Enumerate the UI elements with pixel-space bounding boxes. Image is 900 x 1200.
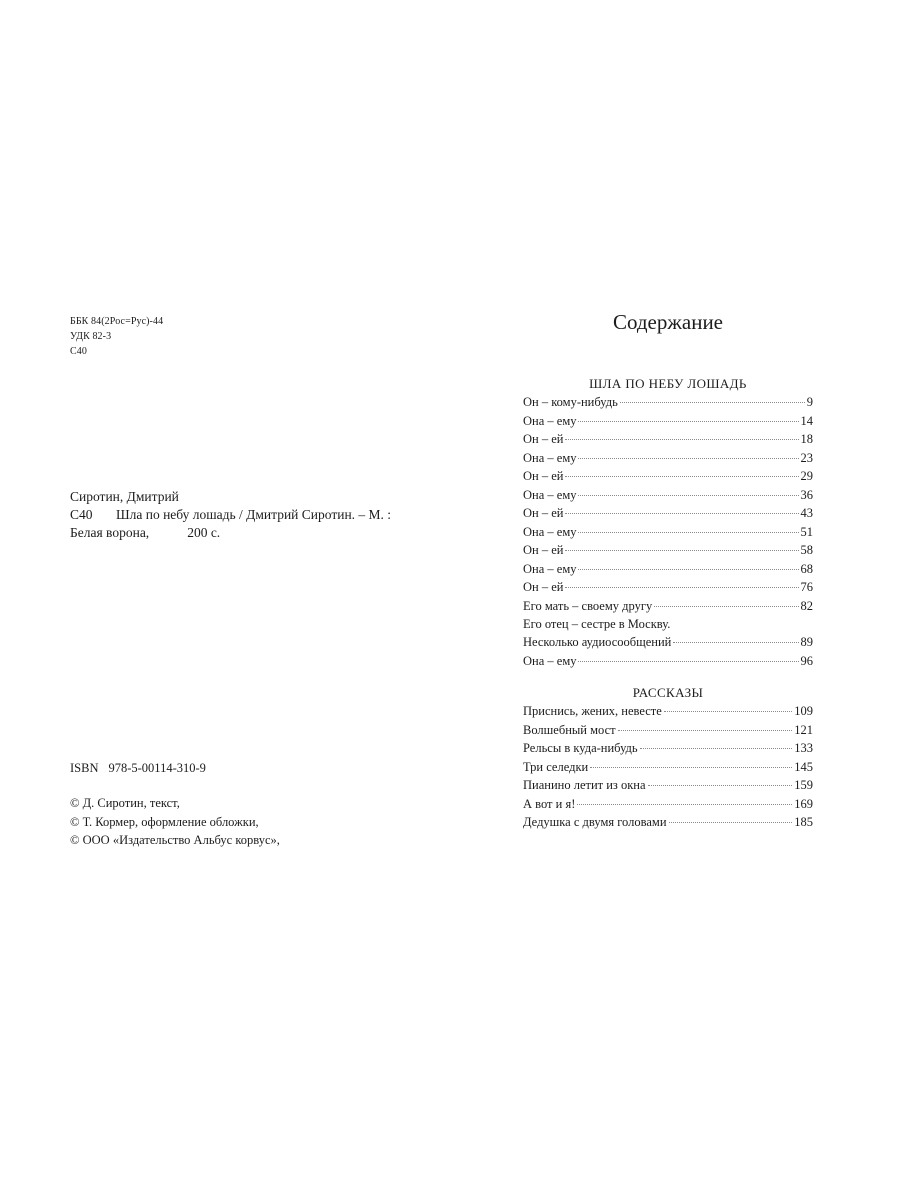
toc-entry[interactable]	[523, 702, 813, 721]
classification-codes	[70, 314, 163, 359]
catalog-author: Сиротин, Дмитрий	[70, 489, 179, 504]
leader-dots	[578, 421, 798, 422]
leader-dots	[578, 661, 798, 662]
leader-dots	[673, 642, 798, 643]
toc-entry-page: 58	[800, 543, 813, 557]
toc-entry[interactable]	[523, 652, 813, 671]
toc-entry-title: Она – ему	[523, 653, 577, 668]
toc-entry-page: 121	[794, 722, 813, 737]
leader-dots	[654, 606, 798, 607]
toc-entry-title: Приснись, жених, невесте	[523, 704, 662, 718]
leader-dots	[565, 439, 798, 440]
isbn-label: ISBN	[70, 761, 99, 775]
toc-entry-page: 43	[800, 506, 813, 520]
section-heading: ШЛА ПО НЕБУ ЛОШАДЬ	[589, 376, 747, 391]
toc-entry-page: 68	[800, 561, 813, 576]
toc-entry-title: Он – ей	[523, 432, 564, 446]
toc-entry-page: 96	[800, 653, 813, 668]
toc-entry-title: Он – ей	[523, 580, 564, 594]
catalog-title-row	[70, 506, 391, 524]
leader-dots	[578, 495, 798, 496]
section-divider	[523, 670, 813, 684]
toc-entry[interactable]	[523, 776, 813, 795]
toc-entry-title: Он – ей	[523, 543, 564, 557]
toc-entry-title: Волшебный мост	[523, 722, 616, 737]
catalog-pages: 200 с.	[187, 525, 221, 540]
isbn	[70, 761, 206, 776]
toc-entry[interactable]	[523, 615, 813, 633]
author-mark: С40	[70, 346, 87, 357]
udk-code: УДК 82-3	[70, 331, 112, 342]
leader-dots	[620, 402, 805, 403]
catalog-publisher-row	[70, 524, 391, 542]
catalog-title: Шла по небу лошадь / Дмитрий Сиротин. – М. :	[116, 507, 392, 522]
catalog-record	[70, 488, 391, 542]
toc-entry-page: 14	[800, 413, 813, 428]
copyright-cover: © Т. Кормер, оформление обложки,	[70, 814, 259, 829]
leader-dots	[565, 587, 798, 588]
right-page	[450, 0, 900, 1200]
toc-entry-title: Он – ей	[523, 469, 564, 483]
toc-entry-title: А вот и я!	[523, 796, 576, 811]
toc-entry-title: Дедушка с двумя головами	[523, 815, 667, 829]
toc-entry-page: 159	[794, 778, 813, 792]
toc-entry-page: 29	[800, 469, 813, 483]
toc-entry-page: 51	[800, 524, 813, 539]
toc-entry-title: Рельсы в куда-нибудь	[523, 741, 638, 755]
copyright-notices	[70, 794, 280, 850]
toc-entry-title: Она – ему	[523, 561, 577, 576]
toc-entry-title: Его мать – своему другу	[523, 598, 653, 613]
toc-entry-title: Его отец – сестре в Москву.	[523, 617, 671, 631]
toc-entry[interactable]	[523, 578, 813, 597]
toc-entry-title: Он – ей	[523, 506, 564, 520]
isbn-value: 978-5-00114-310-9	[108, 761, 206, 775]
toc-entry-page: 18	[800, 432, 813, 446]
toc-entry-title: Несколько аудиосообщений	[523, 635, 672, 649]
toc-entry[interactable]	[523, 393, 813, 412]
toc-entry[interactable]	[523, 486, 813, 505]
toc-entry[interactable]	[523, 430, 813, 449]
copyright-publisher: © ООО «Издательство Альбус корвус»,	[70, 833, 280, 847]
toc-entry-page: 185	[794, 815, 813, 829]
bbk-code: ББК 84(2Рос=Рус)-44	[70, 316, 164, 327]
toc-entry[interactable]	[523, 541, 813, 560]
leader-dots	[578, 569, 798, 570]
leader-dots	[590, 767, 792, 768]
leader-dots	[618, 730, 793, 731]
toc-entry-page: 82	[800, 598, 813, 613]
toc-entry-page: 145	[794, 759, 813, 774]
toc-title: Содержание	[612, 310, 724, 334]
leader-dots	[565, 476, 798, 477]
toc-entry-page: 89	[800, 635, 813, 649]
section-heading: РАССКАЗЫ	[632, 685, 704, 700]
copyright-text: © Д. Сиротин, текст,	[70, 796, 180, 810]
toc-entry-title: Она – ему	[523, 450, 577, 465]
toc-entry[interactable]	[523, 449, 813, 468]
toc-entry-page: 109	[794, 704, 813, 718]
toc-entry[interactable]	[523, 597, 813, 616]
toc-entry[interactable]	[523, 721, 813, 740]
toc-entry[interactable]	[523, 504, 813, 523]
toc-entry[interactable]	[523, 758, 813, 777]
toc-entry-page: 23	[800, 450, 813, 465]
table-of-contents	[523, 375, 813, 832]
toc-entry[interactable]	[523, 560, 813, 579]
leader-dots	[578, 532, 798, 533]
leader-dots	[669, 822, 793, 823]
toc-entry-title: Пианино летит из окна	[523, 778, 646, 792]
leader-dots	[664, 711, 792, 712]
catalog-publisher: Белая ворона,	[70, 525, 150, 540]
toc-entry[interactable]	[523, 795, 813, 814]
toc-entry-page: 9	[806, 395, 813, 409]
toc-entry[interactable]	[523, 813, 813, 832]
toc-entry-page: 169	[794, 796, 813, 811]
toc-entry-title: Три селедки	[523, 759, 589, 774]
toc-entry[interactable]	[523, 467, 813, 486]
leader-dots	[577, 804, 792, 805]
toc-entry-title: Она – ему	[523, 487, 577, 502]
catalog-code: С40	[70, 507, 93, 522]
toc-entry[interactable]	[523, 523, 813, 542]
toc-entry-title: Он – кому-нибудь	[523, 395, 618, 409]
toc-entry-page: 76	[800, 580, 813, 594]
toc-entry-page: 133	[794, 741, 813, 755]
toc-entry[interactable]	[523, 739, 813, 758]
leader-dots	[640, 748, 793, 749]
toc-entry[interactable]	[523, 633, 813, 652]
toc-entry-title: Она – ему	[523, 413, 577, 428]
leader-dots	[565, 513, 798, 514]
leader-dots	[565, 550, 798, 551]
leader-dots	[578, 458, 798, 459]
toc-entry-title: Она – ему	[523, 524, 577, 539]
toc-entry-page: 36	[800, 487, 813, 502]
toc-entry[interactable]	[523, 412, 813, 431]
leader-dots	[648, 785, 793, 786]
